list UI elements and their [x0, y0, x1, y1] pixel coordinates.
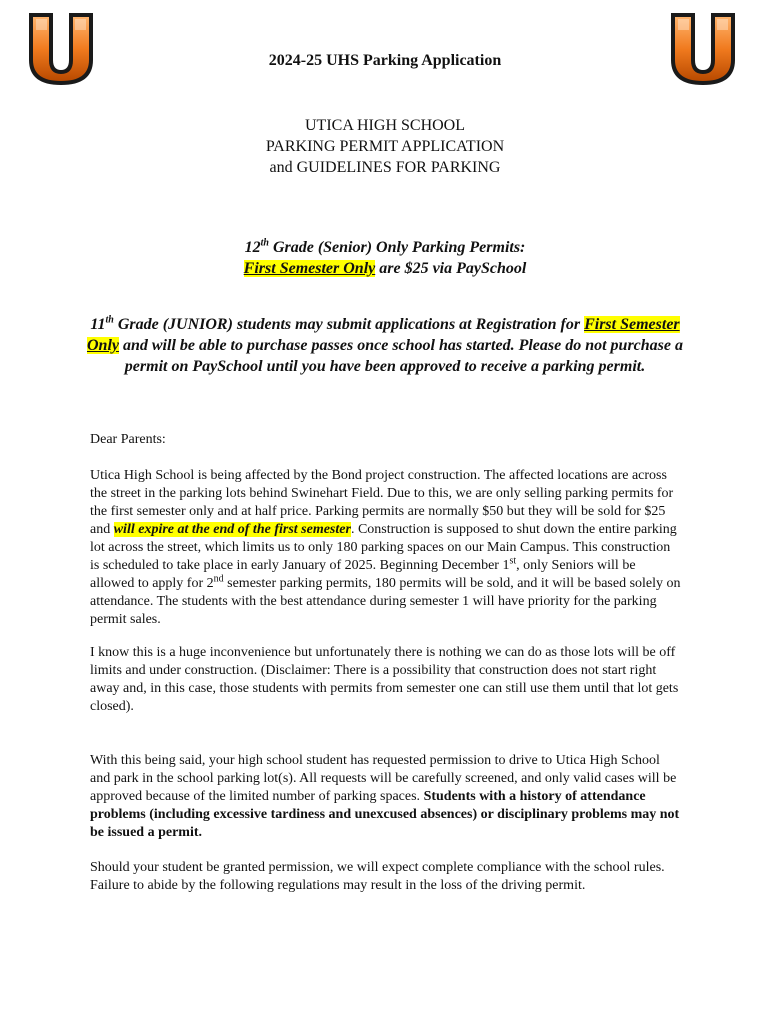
attendance-warning: Students with a history of attendance problems (including excessive tardiness and unexcused absences) or disciplinary problems may not be issued a permit. [90, 789, 680, 840]
paragraph-permission: With this being said, your high school student has requested permission to drive to Utica High School and park in the school parking lot(s). All requests will be carefully screened, and only valid cases will be approved because of the limited number of parking spaces. Students with a history of attendance problems (including excessive tardiness and unexcused absences) or disciplinary problems may not be issued a permit. [90, 753, 680, 840]
junior-permit-notice: 11th Grade (JUNIOR) students may submit applications at Registration for First Semester Only and will be able to purchase passes once school has started. Please do not purchase a permit on PaySchool until you have been approved to receive a parking permit. [86, 314, 684, 375]
school-heading [0, 115, 770, 178]
senior-notice-line1: 12th Grade (Senior) Only Parking Permits: [244, 237, 526, 256]
salutation: Dear Parents: [90, 432, 166, 447]
paragraph-disclaimer: I know this is a huge inconvenience but unfortunately there is nothing we can do as those lots will be off limits and under construction. (Disclaimer: There is a possibility that construction does not start right away and, in this case, those students with permits from semester one can still use them until that lot gets closed). [90, 645, 679, 714]
school-logo-left-icon [26, 10, 96, 88]
school-name: UTICA HIGH SCHOOL [305, 117, 465, 134]
school-logo-right-icon [668, 10, 738, 88]
paragraph-construction: Utica High School is being affected by the Bond project construction. The affected locations are across the street in the parking lots behind Swinehart Field. Due to this, we are only selling parking permits for the first semester only and at half price. Parking permits are normally $50 but they will be sold for $25 and will expire at the end of the first semester. Construction is supposed to shut down the entire parking lot across the street, which limits us to only 180 parking spaces on our Main Campus. This construction is scheduled to take place in early January of 2025. Beginning December 1st, only Seniors will be allowed to apply for 2nd semester parking permits, 180 permits will be sold, and it will be based solely on attendance. The students with the best attendance during semester 1 will have priority for the parking permit sales. [90, 468, 681, 627]
senior-permit-notice [0, 237, 770, 279]
application-title: PARKING PERMIT APPLICATION [265, 138, 505, 155]
first-semester-highlight: First Semester Only [243, 260, 376, 277]
guidelines-title: and GUIDELINES FOR PARKING [269, 159, 501, 176]
paragraph-compliance: Should your student be granted permission, we will expect complete compliance with the school rules. Failure to abide by the following regulations may result in the loss of the driving permit. [90, 860, 665, 893]
senior-notice-line2: First Semester Only are $25 via PaySchool [243, 260, 527, 277]
first-semester-highlight: First Semester Only [86, 316, 680, 354]
document-title: 2024-25 UHS Parking Application [268, 52, 502, 69]
expiration-highlight: will expire at the end of the first semester [113, 522, 351, 537]
